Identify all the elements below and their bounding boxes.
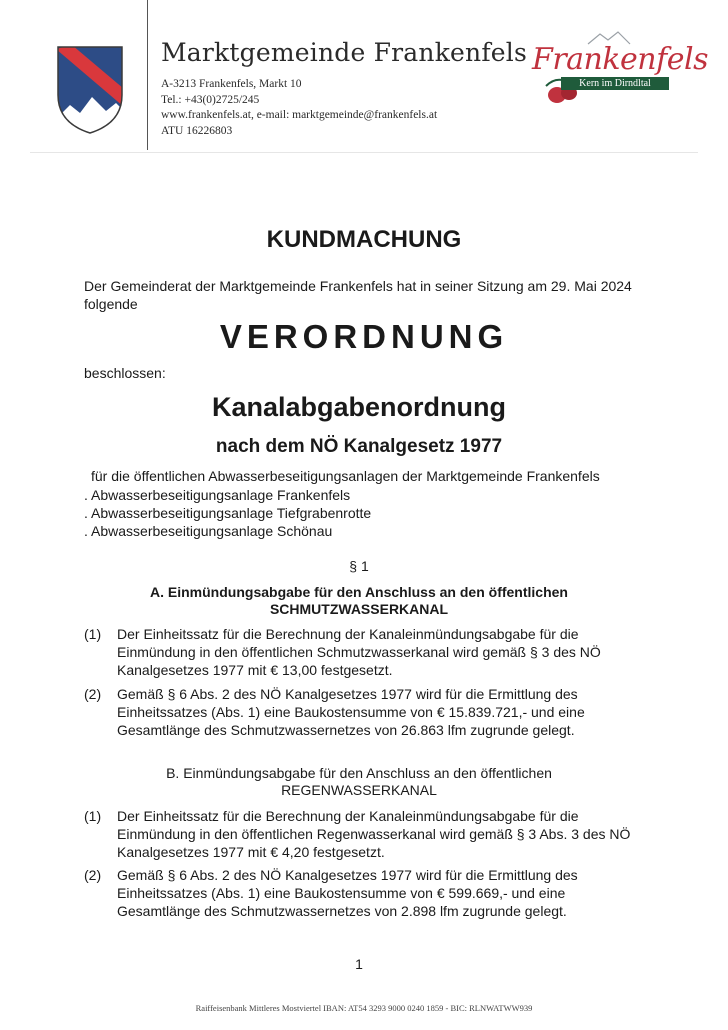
section-a-line2: SCHMUTZWASSERKANAL	[269, 601, 449, 617]
page-number: 1	[355, 956, 363, 972]
bank-footer: Raiffeisenbank Mittleres Mostviertel IBAN: AT54 3293 9000 0240 1859 - BIC: RLNWATWW939	[195, 1003, 533, 1013]
section-b-line2: REGENWASSERKANAL	[281, 782, 437, 798]
ordinance-subheading: nach dem NÖ Kanalgesetz 1977	[215, 436, 503, 457]
item-number: (1)	[84, 808, 102, 824]
item-text: Gemäß § 6 Abs. 2 des NÖ Kanalgesetzes 1977 wird für die Ermittlung des Einheitssatzes (Abs. 1) eine Baukostensumme von € 15.839.721,- und eine Gesamtlänge des Schmutzwassernetzes von 26.863 lfm zugrunde gelegt.	[117, 686, 585, 738]
scope-text: für die öffentlichen Abwasserbeseitigungsanlagen der Marktgemeinde Frankenfels	[91, 468, 600, 484]
list-item: . Abwasserbeseitigungsanlage Schönau	[84, 523, 333, 539]
coat-of-arms-icon	[56, 45, 124, 135]
header-divider-horizontal	[30, 152, 698, 153]
header-divider-vertical	[147, 0, 148, 150]
logo-wordmark: Frankenfels	[532, 42, 708, 77]
section-b-item-1	[84, 807, 644, 861]
org-address: A-3213 Frankenfels, Markt 10	[161, 78, 302, 90]
section-a-heading	[0, 584, 718, 618]
intro-text: Der Gemeinderat der Marktgemeinde Frankenfels hat in seiner Sitzung am 29. Mai 2024 folgende	[84, 278, 632, 312]
list-item: . Abwasserbeseitigungsanlage Tiefgrabenrotte	[84, 505, 372, 521]
document-title: KUNDMACHUNG	[266, 226, 462, 253]
verordnung-heading: VERORDNUNG	[219, 318, 509, 355]
section-b-item-2	[84, 866, 644, 920]
section-a-line1: A. Einmündungsabgabe für den Anschluss an den öffentlichen	[150, 584, 568, 600]
paragraph-number: § 1	[349, 558, 369, 574]
section-b-heading	[0, 765, 718, 799]
org-contact-block	[161, 77, 437, 139]
item-text: Gemäß § 6 Abs. 2 des NÖ Kanalgesetzes 1977 wird für die Ermittlung des Einheitssatzes (Abs. 1) eine Baukostensumme von € 599.669,- und eine Gesamtlänge des Schmutzwassernetzes von 2.898 lfm zugrunde gelegt.	[117, 867, 578, 919]
item-text: Der Einheitssatz für die Berechnung der Kanaleinmündungsabgabe für die Einmündung in den öffentlichen Schmutzwasserkanal wird gemäß § 3 des NÖ Kanalgesetzes 1977 mit € 13,00 festgesetzt.	[117, 626, 601, 678]
item-number: (1)	[84, 626, 102, 642]
plant-list	[84, 486, 371, 540]
item-number: (2)	[84, 686, 102, 702]
section-a-item-1	[84, 625, 644, 679]
logo-tagline: Kern im Dirndltal	[561, 77, 669, 90]
section-a-item-2	[84, 685, 644, 739]
org-name: Marktgemeinde Frankenfels	[161, 38, 528, 67]
list-item: . Abwasserbeseitigungsanlage Frankenfels	[84, 487, 351, 503]
section-b-line1: B. Einmündungsabgabe für den Anschluss an den öffentlichen	[166, 765, 552, 781]
org-phone: Tel.: +43(0)2725/245	[161, 93, 260, 106]
ordinance-heading: Kanalabgabenordnung	[211, 392, 506, 422]
item-text: Der Einheitssatz für die Berechnung der Kanaleinmündungsabgabe für die Einmündung in den öffentlichen Regenwasserkanal wird gemäß § 3 Abs. 3 des NÖ Kanalgesetzes 1977 mit € 4,20 festgesetzt.	[117, 808, 631, 860]
org-web-email: www.frankenfels.at, e-mail: marktgemeinde@frankenfels.at	[161, 109, 438, 121]
item-number: (2)	[84, 867, 102, 883]
beschlossen-text: beschlossen:	[84, 365, 166, 381]
org-atu: ATU 16226803	[161, 124, 233, 137]
